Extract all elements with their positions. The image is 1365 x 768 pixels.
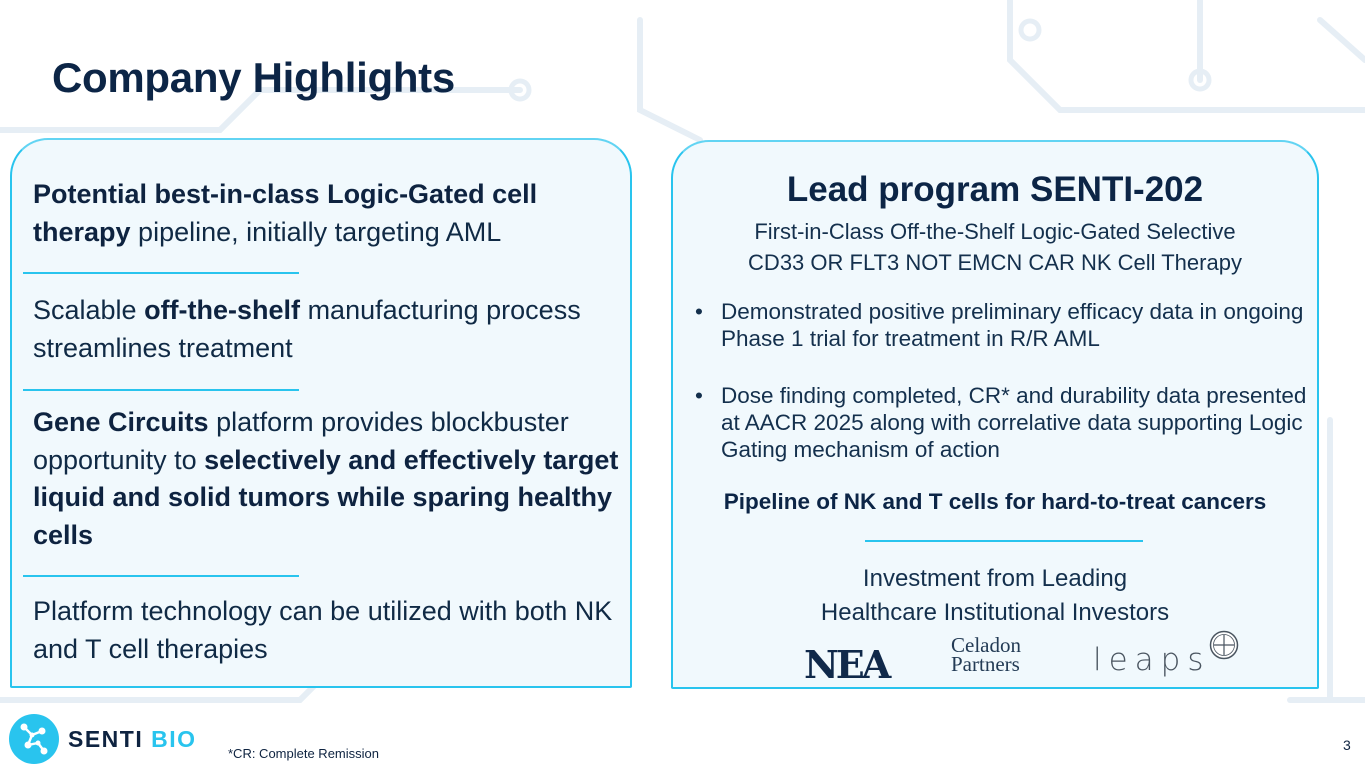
bullet-icon: • xyxy=(695,383,703,408)
celadon-partners-logo: Celadon Partners xyxy=(951,633,1021,676)
leaps-logo: leaps xyxy=(1093,642,1211,678)
divider xyxy=(23,575,299,577)
investment-statement: Investment from Leading Healthcare Institutional Investors xyxy=(820,565,1170,626)
lead-program-card xyxy=(671,140,1319,689)
list-item: • Dose finding completed, CR* and durability data presented at AACR 2025 along with correlative data supporting Logic Gating mechanism of action xyxy=(695,383,1307,462)
lead-program-title: Lead program SENTI-202 xyxy=(786,170,1204,209)
page-number: 3 xyxy=(1343,737,1351,753)
senti-bio-wordmark: SENTI BIO xyxy=(68,726,197,752)
footnote: *CR: Complete Remission xyxy=(228,746,379,761)
highlight-manufacturing: Scalable off-the-shelf manufacturing process streamlines treatment xyxy=(33,295,581,363)
highlights-left-card xyxy=(10,138,632,688)
lead-program-subtitle: First-in-Class Off-the-Shelf Logic-Gated Selective CD33 OR FLT3 NOT EMCN CAR NK Cell Therapy xyxy=(748,219,1242,275)
senti-molecule-icon xyxy=(8,713,60,765)
highlight-platform: Platform technology can be utilized with both NK and T cell therapies xyxy=(33,596,613,664)
divider xyxy=(23,272,299,274)
nea-logo: NEA xyxy=(804,642,889,687)
bayer-cross-icon xyxy=(1209,630,1239,660)
pipeline-statement: Pipeline of NK and T cells for hard-to-treat cancers xyxy=(723,489,1267,514)
slide-title: Company Highlights xyxy=(52,54,455,101)
bullet-icon: • xyxy=(695,299,703,324)
lead-program-bullets xyxy=(695,298,1315,493)
divider xyxy=(865,540,1143,542)
highlight-gene-circuits: Gene Circuits platform provides blockbuster opportunity to selectively and effectively target liquid and solid tumors while sparing healthy cells xyxy=(33,407,619,550)
divider xyxy=(23,389,299,391)
highlight-pipeline: Potential best-in-class Logic-Gated cell therapy pipeline, initially targeting AML xyxy=(33,179,538,247)
list-item: • Demonstrated positive preliminary efficacy data in ongoing Phase 1 trial for treatment in R/R AML xyxy=(695,299,1304,351)
